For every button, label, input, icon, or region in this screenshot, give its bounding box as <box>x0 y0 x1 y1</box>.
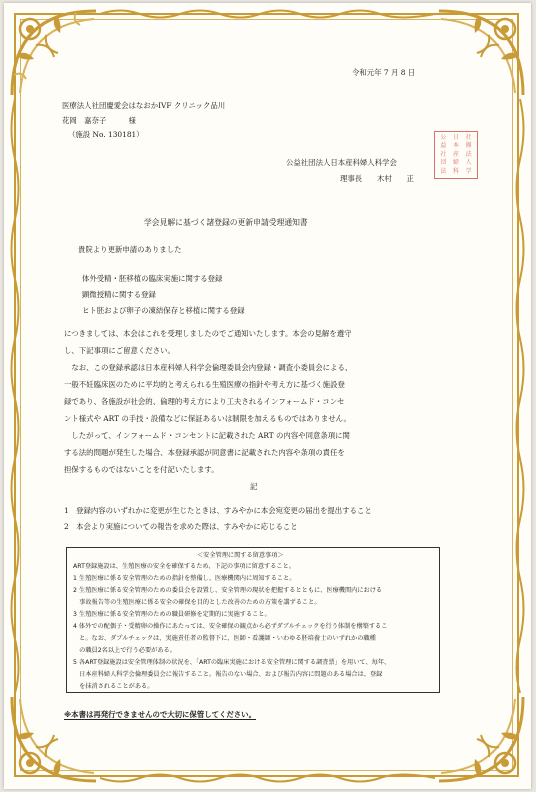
seal-char: 学 <box>465 167 472 175</box>
seal-char: 本 <box>452 142 459 150</box>
safety-box-line: 2 生殖医療に係る安全管理のための委員会を設置し、安全管理の現状を把握するとともに、医療機関内における <box>73 587 383 594</box>
safety-box-line: 1 生殖医療に係る安全管理のための指針を整備し、医療機関内に周知すること。 <box>73 575 296 582</box>
safety-box-line: の職員2名以上で行う必要がある。 <box>73 647 176 654</box>
ki-heading: 記 <box>250 482 258 491</box>
body-line: 担保するものではないことを付記いたします。 <box>64 465 219 474</box>
seal-char: 人 <box>465 159 472 167</box>
safety-box-line: 4 体外での配偶子・受精卵の操作にあたっては、安全確保の観点から必ずダブルチェックを行う体制を構築するこ <box>73 623 388 630</box>
body-line: 録であり、各施設が社会的、倫理的考え方により工夫されるインフォームド・コンセ <box>64 397 345 406</box>
safety-box-line: 5 各ART登録施設は安全管理体制の状況を、「ARTの臨床実施における安全管理に関する調査票」を用いて、毎年、 <box>73 659 391 666</box>
ornament-edge-icon <box>100 7 435 21</box>
document-title: 学会見解に基づく諸登録の更新申請受理通知書 <box>144 218 308 227</box>
ornament-corner-icon <box>6 691 102 787</box>
body-line: したがって、インフォームド・コンセントに記載された ART の内容や同意条項に関 <box>64 431 350 440</box>
safety-box-heading: ＜安全管理に関する留意事項＞ <box>197 552 284 559</box>
body-line: につきましては、本会はこれを受理しましたのでご通知いたします。本会の見解を遵守 <box>64 329 352 338</box>
registration-item: ヒト胚および卵子の凍結保存と移植に関する登録 <box>82 306 245 315</box>
seal-char: 公 <box>440 134 447 141</box>
rule-item: 1 登録内容のいずれかに変更が生じたときは、すみやかに本会宛変更の届出を提出すること <box>64 506 372 515</box>
body-line: なお、この登録承認は日本産科婦人科学会倫理委員会内登録・調査小委員会による、 <box>64 363 353 372</box>
facility-number: （施設 No. 130181） <box>68 130 144 139</box>
sender-organization: 公益社団法人日本産科婦人科学会 <box>286 158 397 167</box>
body-line: 一般不妊臨床医のために平均的と考えられる生殖医療の指針や考え方に基づく施設登 <box>64 380 345 389</box>
recipient-name: 花岡 嘉奈子 様 <box>62 116 136 125</box>
ornament-corner-icon <box>433 691 529 787</box>
safety-box-line: と。なお、ダブルチェックは、実施責任者の監督下に、医師・看護師・いわゆる胚培養士のいずれかの職種 <box>73 635 376 642</box>
seal-char: 益 <box>440 142 447 150</box>
seal-char: 日 <box>452 134 459 141</box>
body-line: する法的問題が発生した場合、本登録承認が同意書に記載された内容や条項の責任を <box>64 448 345 457</box>
certificate-sheet <box>4 3 531 789</box>
seal-char: 團 <box>465 142 472 150</box>
seal-char: 婦 <box>452 159 459 167</box>
safety-box-line: 3 生殖医療に係る安全管理のための職員研修を定期的に実施すること。 <box>73 611 271 618</box>
seal-char: 社 <box>465 134 472 141</box>
ornament-edge-icon <box>513 99 527 693</box>
body-line: ント様式や ART の手技・設備などに保証あるいは制限を加えるものではありません。 <box>64 414 351 423</box>
safety-box-line: を抹消されることがある。 <box>73 683 154 690</box>
sender-person: 理事長 木村 正 <box>340 174 414 183</box>
safety-box-line: 日本産科婦人科学会倫理委員会に報告すること。報告のない場合、および報告内容に問題のある場合は、登録 <box>73 671 383 678</box>
issue-date: 令和元年 7 月 8 日 <box>352 68 416 77</box>
official-seal-stamp <box>434 131 478 179</box>
registration-item: 体外受精・胚移植の臨床実施に関する登録 <box>82 274 223 283</box>
safety-box-line: 事故報告等の生殖医療に係る安全の確保を目的とした改善のための方策を講ずること。 <box>73 599 321 606</box>
seal-char: 科 <box>452 167 459 175</box>
ornament-corner-icon <box>433 5 529 101</box>
body-line: し、下記事項にご留意ください。 <box>64 346 175 355</box>
seal-char: 社 <box>440 150 447 158</box>
ornament-edge-icon <box>8 99 22 693</box>
seal-char: 産 <box>452 150 459 158</box>
ornament-corner-icon <box>6 5 102 101</box>
greeting-line: 貴院より更新申請のありました <box>78 245 182 254</box>
reissue-warning: ※本書は再発行できませんので大切に保管してください。 <box>64 710 256 719</box>
safety-notice-box <box>66 547 440 693</box>
seal-char: 法 <box>465 150 472 158</box>
recipient-institution: 医療法人社団慶愛会はなおかIVF クリニック品川 <box>62 101 226 110</box>
rule-item: 2 本会より実施についての報告を求めた際は、すみやかに応じること <box>64 522 298 531</box>
safety-box-line: ART登録施設は、生殖医療の安全を確保するため、下記の事項に留意すること。 <box>73 563 295 570</box>
seal-char: 法 <box>440 167 447 175</box>
seal-char: 団 <box>440 159 447 167</box>
ornament-edge-icon <box>100 771 435 785</box>
registration-item: 顕微授精に関する登録 <box>82 290 156 299</box>
